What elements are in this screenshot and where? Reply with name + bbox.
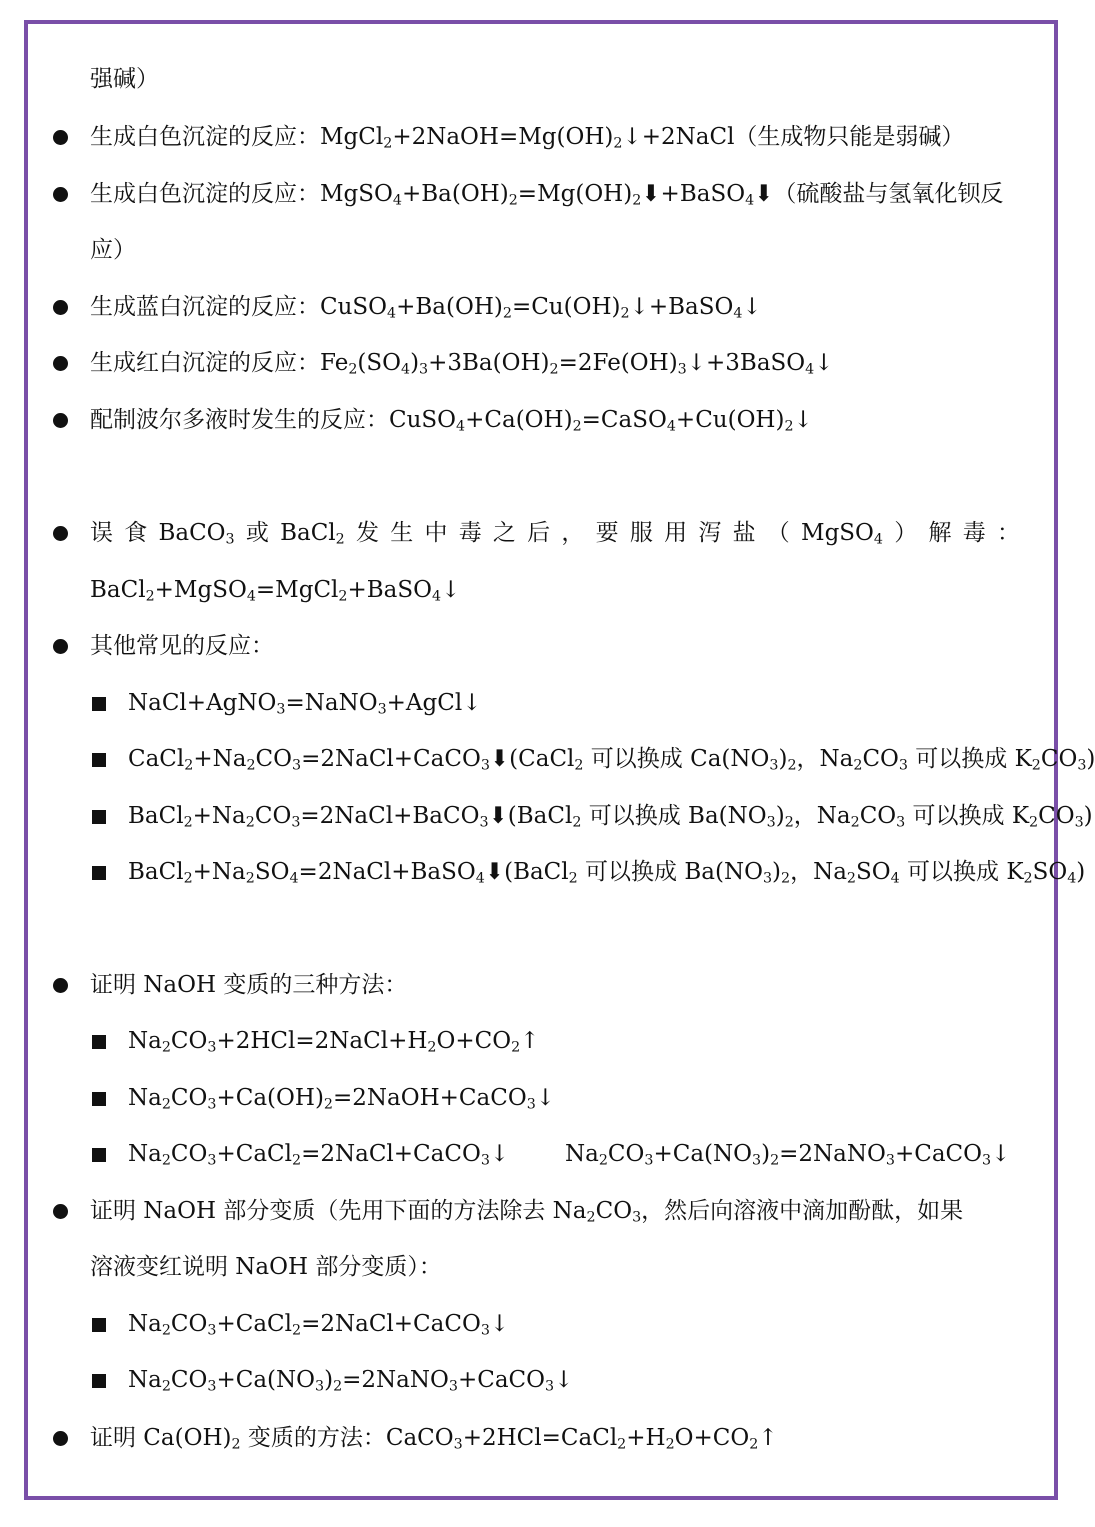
justified-token: BaCl$_2$	[280, 520, 345, 548]
poisoning-treatment-line	[90, 517, 1020, 549]
line-continuation-strong-base: 强碱）	[90, 66, 159, 92]
naoh-deterioration-heading: 证明 NaOH 变质的三种方法：	[90, 972, 408, 998]
bullet-icon	[53, 526, 68, 541]
square-bullet-icon	[92, 697, 106, 711]
reaction-blue-white-precipitate: 生成蓝白沉淀的反应：$CuSO_4+Ba(OH)_2=Cu(OH)_2↓+BaSO_4↓$	[90, 294, 762, 322]
square-bullet-icon	[92, 866, 106, 880]
square-bullet-icon	[92, 1092, 106, 1106]
other-reactions-heading: 其他常见的反应：	[90, 633, 274, 659]
square-bullet-icon	[92, 1035, 106, 1049]
reaction-na2co3-cacl2: $Na_2CO_3+CaCl_2=2NaCl+CaCO_3↓$	[128, 1141, 510, 1169]
bullet-icon	[53, 1431, 68, 1446]
naoh-partial-deterioration-continuation: 溶液变红说明 NaOH 部分变质）：	[90, 1254, 442, 1280]
reaction-red-white-precipitate: 生成红白沉淀的反应：$Fe_2(SO_4)_3+3Ba(OH)_2=2Fe(OH)_3↓+3BaSO_4↓$	[90, 350, 834, 378]
naoh-partial-deterioration-line: 证明 NaOH 部分变质（先用下面的方法除去 $Na_2CO_3$，然后向溶液中滴加酚酞，如果	[90, 1198, 964, 1226]
bullet-icon	[53, 356, 68, 371]
justified-token: 生	[390, 520, 414, 546]
reaction-na2co3-caoh2: $Na_2CO_3+Ca(OH)_2=2NaOH+CaCO_3↓$	[128, 1085, 556, 1113]
reaction-na2co3-cano32: $Na_2CO_3+Ca(NO_3)_2=2NaNO_3+CaCO_3↓$	[565, 1141, 1011, 1169]
reaction-bacl2-na2co3: $BaCl_2+Na_2CO_3=2NaCl+BaCO_3⬇(BaCl_2$ 可以换成 $Ba(NO_3)_2$，$Na_2CO_3$ 可以换成 $K_2CO_3$)	[128, 803, 1093, 831]
justified-token: 毒	[962, 520, 986, 546]
justified-token: 解	[928, 520, 952, 546]
justified-token: （	[766, 520, 790, 546]
reaction-nacl-agno3: NaCl+AgNO$_3$=NaNO$_3$+AgCl↓	[128, 690, 482, 718]
bullet-icon	[53, 300, 68, 315]
justified-token: BaCO$_3$	[158, 520, 235, 548]
justified-token: MgSO$_4$	[801, 520, 883, 548]
justified-token: 用	[664, 520, 688, 546]
justified-token: 或	[245, 520, 269, 546]
justified-token: 食	[124, 520, 148, 546]
bullet-icon	[53, 413, 68, 428]
reaction-detox: BaCl$_2$+MgSO$_4$=MgCl$_2$+BaSO$_4$↓	[90, 577, 461, 605]
bullet-icon	[53, 639, 68, 654]
justified-token: ：	[996, 520, 1020, 546]
bullet-icon	[53, 130, 68, 145]
square-bullet-icon	[92, 1374, 106, 1388]
justified-token: 泻	[698, 520, 722, 546]
justified-token: ）	[894, 520, 918, 546]
reaction-na2co3-hcl: $Na_2CO_3+2HCl=2NaCl+H_2O+CO_2↑$	[128, 1028, 540, 1056]
justified-token: 后	[527, 520, 551, 546]
line-continuation-reaction: 应）	[90, 237, 136, 263]
bullet-icon	[53, 978, 68, 993]
justified-token: 发	[355, 520, 379, 546]
justified-token: 毒	[458, 520, 482, 546]
reaction-na2co3-cano32-removal: $Na_2CO_3+Ca(NO_3)_2=2NaNO_3+CaCO_3↓$	[128, 1367, 574, 1395]
justified-token: 之	[492, 520, 516, 546]
justified-token: 误	[90, 520, 113, 546]
bullet-icon	[53, 187, 68, 202]
square-bullet-icon	[92, 810, 106, 824]
justified-token: 服	[629, 520, 653, 546]
reaction-bordeaux-mixture: 配制波尔多液时发生的反应：$CuSO_4+Ca(OH)_2=CaSO_4+Cu(OH)_2↓$	[90, 407, 813, 435]
justified-token: ，	[561, 520, 585, 546]
reaction-bacl2-na2so4: $BaCl_2+Na_2SO_4=2NaCl+BaSO_4⬇(BaCl_2$ 可以换成 $Ba(NO_3)_2$，$Na_2SO_4$ 可以换成 $K_2SO_4$)	[128, 859, 1086, 887]
square-bullet-icon	[92, 1148, 106, 1162]
square-bullet-icon	[92, 1318, 106, 1332]
justified-token: 要	[595, 520, 619, 546]
reaction-cacl2-na2co3: $CaCl_2+Na_2CO_3=2NaCl+CaCO_3⬇(CaCl_2$ 可以换成 $Ca(NO_3)_2$，$Na_2CO_3$ 可以换成 $K_2CO_3$)	[128, 746, 1095, 774]
reaction-white-precipitate-mgcl2: 生成白色沉淀的反应：$MgCl_2+2NaOH=Mg(OH)_2↓+2NaCl$（生成物只能是弱碱）	[90, 124, 965, 152]
reaction-white-precipitate-mgso4: 生成白色沉淀的反应：$MgSO_4+Ba(OH)_2=Mg(OH)_2⬇+BaSO_4⬇$（硫酸盐与氢氧化钡反	[90, 181, 1004, 209]
caoh2-deterioration-line: 证明 $Ca(OH)_2$ 变质的方法：$CaCO_3+2HCl=CaCl_2+H_2O+CO_2↑$	[90, 1425, 778, 1453]
justified-token: 盐	[732, 520, 756, 546]
bullet-icon	[53, 1204, 68, 1219]
reaction-na2co3-cacl2-removal: $Na_2CO_3+CaCl_2=2NaCl+CaCO_3↓$	[128, 1311, 510, 1339]
square-bullet-icon	[92, 753, 106, 767]
justified-token: 中	[424, 520, 448, 546]
